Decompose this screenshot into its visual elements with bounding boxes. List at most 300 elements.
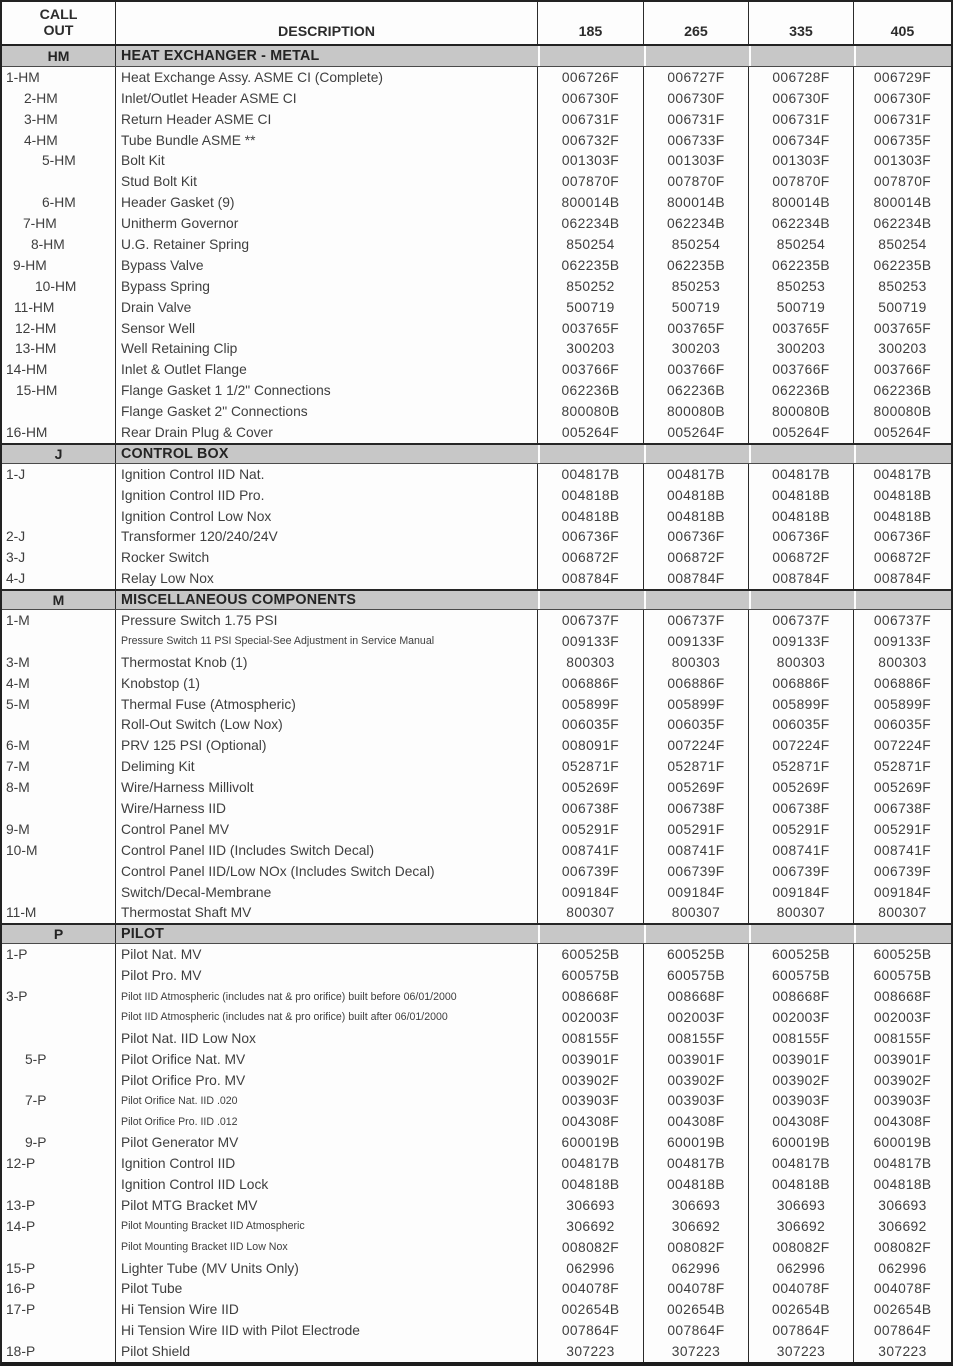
part-number-cell: 800303 — [878, 654, 927, 670]
part-number-cell: 062236B — [538, 380, 644, 401]
table-row — [2, 1195, 951, 1216]
section-title: CONTROL BOX — [116, 445, 538, 463]
callout-cell — [2, 1237, 116, 1258]
callout-cell: 16-P — [2, 1279, 116, 1300]
part-number-cell: 003765F — [538, 318, 644, 339]
part-number-cell: 005269F — [749, 777, 854, 798]
callout-cell: 14-P — [2, 1216, 116, 1237]
part-number-cell: 008741F — [538, 840, 644, 861]
section-band-cell — [854, 591, 951, 609]
table-row — [2, 882, 951, 903]
part-number-cell: 062234B — [873, 216, 932, 232]
description-cell: Unitherm Governor — [116, 213, 538, 234]
description-cell: Well Retaining Clip — [116, 338, 538, 359]
description-cell: Flange Gasket 2" Connections — [116, 401, 538, 422]
callout-header-line1: CALL — [39, 6, 78, 23]
table-row — [2, 1028, 951, 1049]
table-row — [2, 192, 951, 213]
part-number-cell: 008155F — [873, 1030, 932, 1046]
section-band-cell — [644, 445, 749, 463]
part-number-cell: 006739F — [644, 861, 749, 882]
callout-cell — [2, 485, 116, 506]
part-number-cell: 307223 — [538, 1341, 644, 1362]
part-number-cell: 052871F — [873, 759, 932, 775]
part-number-cell: 800080B — [749, 401, 854, 422]
table-row — [2, 464, 951, 485]
part-number-cell: 004817B — [538, 1153, 644, 1174]
description-cell: Ignition Control IID Nat. — [116, 464, 538, 485]
table-row — [2, 318, 951, 339]
description-cell: Hi Tension Wire IID — [116, 1299, 538, 1320]
part-number-cell: 003903F — [644, 1091, 749, 1112]
callout-cell: 7-HM — [2, 213, 116, 234]
part-number-cell: 006886F — [749, 673, 854, 694]
description-cell: Knobstop (1) — [116, 673, 538, 694]
part-number-cell: 006035F — [644, 715, 749, 736]
description-cell: Pilot Mounting Bracket IID Atmospheric — [116, 1216, 538, 1237]
part-number-cell: 062234B — [538, 213, 644, 234]
part-number-cell: 600019B — [749, 1132, 854, 1153]
part-number-cell: 006886F — [538, 673, 644, 694]
part-number-cell: 062235B — [873, 257, 932, 273]
part-number-cell: 062234B — [749, 213, 854, 234]
callout-cell: 3-HM — [2, 109, 116, 130]
table-row — [2, 715, 951, 736]
part-number-cell: 850253 — [878, 278, 927, 294]
table-row — [2, 1258, 951, 1279]
description-cell: Return Header ASME CI — [116, 109, 538, 130]
table-row — [2, 965, 951, 986]
table-row — [2, 631, 951, 652]
callout-cell: 1-HM — [2, 67, 116, 88]
part-number-cell: 009133F — [644, 631, 749, 652]
table-row — [2, 1320, 951, 1341]
callout-cell: 5-M — [2, 694, 116, 715]
section-band-cell — [538, 445, 644, 463]
section-band-cell — [749, 925, 854, 943]
part-number-cell: 008668F — [873, 989, 932, 1005]
part-number-cell: 008741F — [749, 840, 854, 861]
part-number-cell: 006738F — [538, 798, 644, 819]
part-number-cell: 005264F — [873, 424, 932, 440]
description-cell: Flange Gasket 1 1/2" Connections — [116, 380, 538, 401]
table-row — [2, 485, 951, 506]
description-cell: Heat Exchange Assy. ASME CI (Complete) — [116, 67, 538, 88]
part-number-cell: 600019B — [644, 1132, 749, 1153]
part-number-cell: 009184F — [644, 882, 749, 903]
table-row — [2, 1049, 951, 1070]
part-number-cell: 850253 — [749, 276, 854, 297]
model-column-header-185: 185 — [538, 2, 644, 44]
part-number-cell: 004818B — [873, 508, 932, 524]
part-number-cell: 009133F — [538, 631, 644, 652]
table-row — [2, 359, 951, 380]
description-cell: Header Gasket (9) — [116, 192, 538, 213]
part-number-cell: 002654B — [538, 1299, 644, 1320]
table-row — [2, 986, 951, 1007]
part-number-cell: 500719 — [644, 297, 749, 318]
part-number-cell: 004818B — [538, 506, 644, 527]
table-row — [2, 568, 951, 589]
part-number-cell: 005291F — [538, 819, 644, 840]
description-cell: Pilot MTG Bracket MV — [116, 1195, 538, 1216]
description-cell: PRV 125 PSI (Optional) — [116, 735, 538, 756]
part-number-cell: 003766F — [538, 359, 644, 380]
section-header-row — [2, 443, 951, 464]
part-number-cell: 006737F — [644, 610, 749, 631]
callout-cell: 4-HM — [2, 130, 116, 151]
section-title: HEAT EXCHANGER - METAL — [116, 46, 538, 66]
description-cell: Rear Drain Plug & Cover — [116, 422, 538, 443]
part-number-cell: 003765F — [749, 318, 854, 339]
part-number-cell: 004817B — [749, 1153, 854, 1174]
table-row — [2, 506, 951, 527]
callout-cell: 3-M — [2, 652, 116, 673]
part-number-cell: 006736F — [873, 529, 932, 545]
section-code: P — [2, 925, 116, 943]
part-number-cell: 600575B — [749, 965, 854, 986]
table-body — [2, 46, 951, 1362]
part-number-cell: 600575B — [873, 968, 932, 984]
part-number-cell: 001303F — [873, 153, 932, 169]
part-number-cell: 600019B — [538, 1132, 644, 1153]
part-number-cell: 008741F — [644, 840, 749, 861]
description-cell: Pilot Shield — [116, 1341, 538, 1362]
part-number-cell: 007864F — [873, 1323, 932, 1339]
table-row — [2, 234, 951, 255]
part-number-cell: 001303F — [749, 150, 854, 171]
description-cell: Thermostat Knob (1) — [116, 652, 538, 673]
part-number-cell: 003902F — [749, 1070, 854, 1091]
description-cell: Wire/Harness IID — [116, 798, 538, 819]
callout-cell: 10-M — [2, 840, 116, 861]
callout-cell: 5-HM — [2, 150, 116, 171]
description-cell: Roll-Out Switch (Low Nox) — [116, 715, 538, 736]
part-number-cell: 306692 — [749, 1216, 854, 1237]
table-row — [2, 903, 951, 924]
part-number-cell: 800080B — [644, 401, 749, 422]
description-cell: Rocker Switch — [116, 547, 538, 568]
table-row — [2, 109, 951, 130]
part-number-cell: 008155F — [749, 1028, 854, 1049]
part-number-cell: 003765F — [644, 318, 749, 339]
description-cell: Switch/Decal-Membrane — [116, 882, 538, 903]
part-number-cell: 006886F — [644, 673, 749, 694]
part-number-cell: 003901F — [873, 1051, 932, 1067]
part-number-cell: 003903F — [749, 1091, 854, 1112]
part-number-cell: 306692 — [644, 1216, 749, 1237]
callout-cell: 13-P — [2, 1195, 116, 1216]
part-number-cell: 006730F — [538, 88, 644, 109]
part-number-cell: 062996 — [749, 1258, 854, 1279]
part-number-cell: 004817B — [873, 1156, 932, 1172]
description-cell: Ignition Control Low Nox — [116, 506, 538, 527]
description-cell: Control Panel IID (Includes Switch Decal) — [116, 840, 538, 861]
part-number-cell: 004818B — [873, 487, 932, 503]
callout-cell: 3-J — [2, 547, 116, 568]
callout-cell — [2, 715, 116, 736]
callout-cell: 2-J — [2, 526, 116, 547]
section-band-cell — [644, 46, 749, 66]
callout-cell — [2, 882, 116, 903]
table-row — [2, 1279, 951, 1300]
callout-cell: 9-M — [2, 819, 116, 840]
callout-cell: 4-M — [2, 673, 116, 694]
part-number-cell: 008082F — [873, 1239, 932, 1255]
description-cell: Inlet & Outlet Flange — [116, 359, 538, 380]
part-number-cell: 006736F — [538, 526, 644, 547]
part-number-cell: 008155F — [644, 1028, 749, 1049]
part-number-cell: 008784F — [749, 568, 854, 589]
part-number-cell: 009184F — [873, 884, 932, 900]
callout-cell: 9-HM — [2, 255, 116, 276]
part-number-cell: 003765F — [873, 320, 932, 336]
part-number-cell: 800014B — [538, 192, 644, 213]
part-number-cell: 004818B — [538, 485, 644, 506]
part-number-cell: 062236B — [644, 380, 749, 401]
part-number-cell: 008668F — [644, 986, 749, 1007]
part-number-cell: 003901F — [644, 1049, 749, 1070]
part-number-cell: 306692 — [538, 1216, 644, 1237]
part-number-cell: 006736F — [749, 526, 854, 547]
table-row — [2, 673, 951, 694]
part-number-cell: 800307 — [538, 903, 644, 924]
part-number-cell: 800080B — [538, 401, 644, 422]
callout-cell: 7-P — [2, 1091, 116, 1112]
description-cell: Wire/Harness Millivolt — [116, 777, 538, 798]
part-number-cell: 006731F — [749, 109, 854, 130]
callout-cell: 9-P — [2, 1132, 116, 1153]
part-number-cell: 307223 — [644, 1341, 749, 1362]
model-column-header-335: 335 — [749, 2, 854, 44]
table-row — [2, 67, 951, 88]
description-cell: Pilot Orifice Pro. MV — [116, 1070, 538, 1091]
part-number-cell: 007864F — [644, 1320, 749, 1341]
section-band-cell — [749, 46, 854, 66]
part-number-cell: 800307 — [749, 903, 854, 924]
section-band-cell — [538, 591, 644, 609]
callout-cell — [2, 171, 116, 192]
callout-cell — [2, 1007, 116, 1028]
part-number-cell: 062235B — [538, 255, 644, 276]
part-number-cell: 007224F — [644, 735, 749, 756]
section-code: HM — [2, 46, 116, 66]
part-number-cell: 005269F — [644, 777, 749, 798]
section-header-row — [2, 46, 951, 67]
part-number-cell: 062236B — [749, 380, 854, 401]
table-row — [2, 944, 951, 965]
part-number-cell: 004308F — [538, 1111, 644, 1132]
part-number-cell: 006730F — [644, 88, 749, 109]
part-number-cell: 006872F — [538, 547, 644, 568]
part-number-cell: 005291F — [873, 821, 932, 837]
part-number-cell: 003902F — [644, 1070, 749, 1091]
part-number-cell: 009133F — [749, 631, 854, 652]
part-number-cell: 850254 — [644, 234, 749, 255]
part-number-cell: 062996 — [538, 1258, 644, 1279]
description-cell: Transformer 120/240/24V — [116, 526, 538, 547]
part-number-cell: 003902F — [873, 1072, 932, 1088]
part-number-cell: 006739F — [538, 861, 644, 882]
description-cell: Drain Valve — [116, 297, 538, 318]
table-row — [2, 610, 951, 631]
callout-cell: 16-HM — [2, 422, 116, 443]
table-row — [2, 1237, 951, 1258]
part-number-cell: 052871F — [749, 756, 854, 777]
part-number-cell: 004818B — [644, 1174, 749, 1195]
table-row — [2, 819, 951, 840]
section-header-row — [2, 589, 951, 610]
part-number-cell: 004818B — [873, 1177, 932, 1193]
part-number-cell: 800014B — [749, 192, 854, 213]
part-number-cell: 800014B — [644, 192, 749, 213]
part-number-cell: 007224F — [873, 738, 932, 754]
callout-cell — [2, 401, 116, 422]
description-cell: Pilot Mounting Bracket IID Low Nox — [116, 1237, 538, 1258]
part-number-cell: 850253 — [644, 276, 749, 297]
part-number-cell: 004078F — [749, 1279, 854, 1300]
part-number-cell: 005264F — [538, 422, 644, 443]
part-number-cell: 004818B — [644, 506, 749, 527]
table-row — [2, 526, 951, 547]
description-cell: Hi Tension Wire IID with Pilot Electrode — [116, 1320, 538, 1341]
part-number-cell: 003901F — [538, 1049, 644, 1070]
callout-cell: 6-M — [2, 735, 116, 756]
description-cell: Bypass Valve — [116, 255, 538, 276]
callout-cell: 1-P — [2, 944, 116, 965]
part-number-cell: 002654B — [749, 1299, 854, 1320]
description-cell: Deliming Kit — [116, 756, 538, 777]
part-number-cell: 006731F — [538, 109, 644, 130]
description-cell: Inlet/Outlet Header ASME CI — [116, 88, 538, 109]
callout-cell — [2, 861, 116, 882]
part-number-cell: 006732F — [538, 130, 644, 151]
table-row — [2, 297, 951, 318]
description-cell: Bypass Spring — [116, 276, 538, 297]
part-number-cell: 004308F — [644, 1111, 749, 1132]
callout-cell: 8-M — [2, 777, 116, 798]
part-number-cell: 306693 — [749, 1195, 854, 1216]
table-row — [2, 861, 951, 882]
part-number-cell: 007870F — [873, 174, 932, 190]
part-number-cell: 006035F — [538, 715, 644, 736]
part-number-cell: 002003F — [873, 1009, 932, 1025]
part-number-cell: 003901F — [749, 1049, 854, 1070]
part-number-cell: 006733F — [644, 130, 749, 151]
description-column-header: DESCRIPTION — [116, 2, 538, 44]
part-number-cell: 002003F — [538, 1007, 644, 1028]
description-cell: Pressure Switch 11 PSI Special-See Adjustment in Service Manual — [116, 631, 538, 652]
part-number-cell: 007224F — [749, 735, 854, 756]
callout-cell: 17-P — [2, 1299, 116, 1320]
callout-cell — [2, 631, 116, 652]
part-number-cell: 001303F — [644, 150, 749, 171]
part-number-cell: 006737F — [873, 612, 932, 628]
callout-cell: 15-P — [2, 1258, 116, 1279]
part-number-cell: 006736F — [644, 526, 749, 547]
description-cell: Tube Bundle ASME ** — [116, 130, 538, 151]
callout-cell: 7-M — [2, 756, 116, 777]
part-number-cell: 008741F — [873, 842, 932, 858]
section-title: MISCELLANEOUS COMPONENTS — [116, 591, 538, 609]
description-cell: Sensor Well — [116, 318, 538, 339]
part-number-cell: 006734F — [749, 130, 854, 151]
part-number-cell: 004817B — [538, 464, 644, 485]
part-number-cell: 850254 — [749, 234, 854, 255]
part-number-cell: 500719 — [878, 299, 927, 315]
table-row — [2, 1216, 951, 1237]
callout-cell: 12-P — [2, 1153, 116, 1174]
part-number-cell: 800303 — [749, 652, 854, 673]
table-row — [2, 338, 951, 359]
callout-cell — [2, 1174, 116, 1195]
part-number-cell: 006739F — [873, 863, 932, 879]
description-cell: Lighter Tube (MV Units Only) — [116, 1258, 538, 1279]
part-number-cell: 005264F — [644, 422, 749, 443]
table-row — [2, 1111, 951, 1132]
part-number-cell: 600525B — [538, 944, 644, 965]
part-number-cell: 007870F — [749, 171, 854, 192]
part-number-cell: 004817B — [749, 464, 854, 485]
callout-cell: 15-HM — [2, 380, 116, 401]
part-number-cell: 003902F — [538, 1070, 644, 1091]
section-band-cell — [749, 591, 854, 609]
section-code: M — [2, 591, 116, 609]
section-header-row — [2, 923, 951, 944]
part-number-cell: 600525B — [749, 944, 854, 965]
callout-cell: 2-HM — [2, 88, 116, 109]
table-row — [2, 1132, 951, 1153]
part-number-cell: 007864F — [538, 1320, 644, 1341]
part-number-cell: 006728F — [749, 67, 854, 88]
part-number-cell: 307223 — [878, 1344, 927, 1360]
part-number-cell: 052871F — [644, 756, 749, 777]
part-number-cell: 006731F — [873, 111, 932, 127]
table-row — [2, 1070, 951, 1091]
part-number-cell: 006035F — [749, 715, 854, 736]
callout-cell: 1-J — [2, 464, 116, 485]
callout-cell — [2, 1070, 116, 1091]
section-band-cell — [854, 46, 951, 66]
part-number-cell: 006738F — [644, 798, 749, 819]
part-number-cell: 850254 — [538, 234, 644, 255]
part-number-cell: 005291F — [644, 819, 749, 840]
part-number-cell: 062996 — [878, 1260, 927, 1276]
part-number-cell: 007870F — [644, 171, 749, 192]
part-number-cell: 008082F — [644, 1237, 749, 1258]
callout-cell: 13-HM — [2, 338, 116, 359]
table-row — [2, 756, 951, 777]
part-number-cell: 006737F — [749, 610, 854, 631]
table-row — [2, 276, 951, 297]
part-number-cell: 006872F — [644, 547, 749, 568]
part-number-cell: 850252 — [538, 276, 644, 297]
table-row — [2, 401, 951, 422]
table-row — [2, 255, 951, 276]
part-number-cell: 004078F — [873, 1281, 932, 1297]
part-number-cell: 600575B — [538, 965, 644, 986]
table-row — [2, 735, 951, 756]
part-number-cell: 300203 — [749, 338, 854, 359]
callout-cell — [2, 1028, 116, 1049]
table-row — [2, 380, 951, 401]
part-number-cell: 006726F — [538, 67, 644, 88]
part-number-cell: 004078F — [538, 1279, 644, 1300]
part-number-cell: 008784F — [873, 571, 932, 587]
part-number-cell: 600019B — [873, 1135, 932, 1151]
part-number-cell: 800303 — [644, 652, 749, 673]
part-number-cell: 004818B — [749, 506, 854, 527]
